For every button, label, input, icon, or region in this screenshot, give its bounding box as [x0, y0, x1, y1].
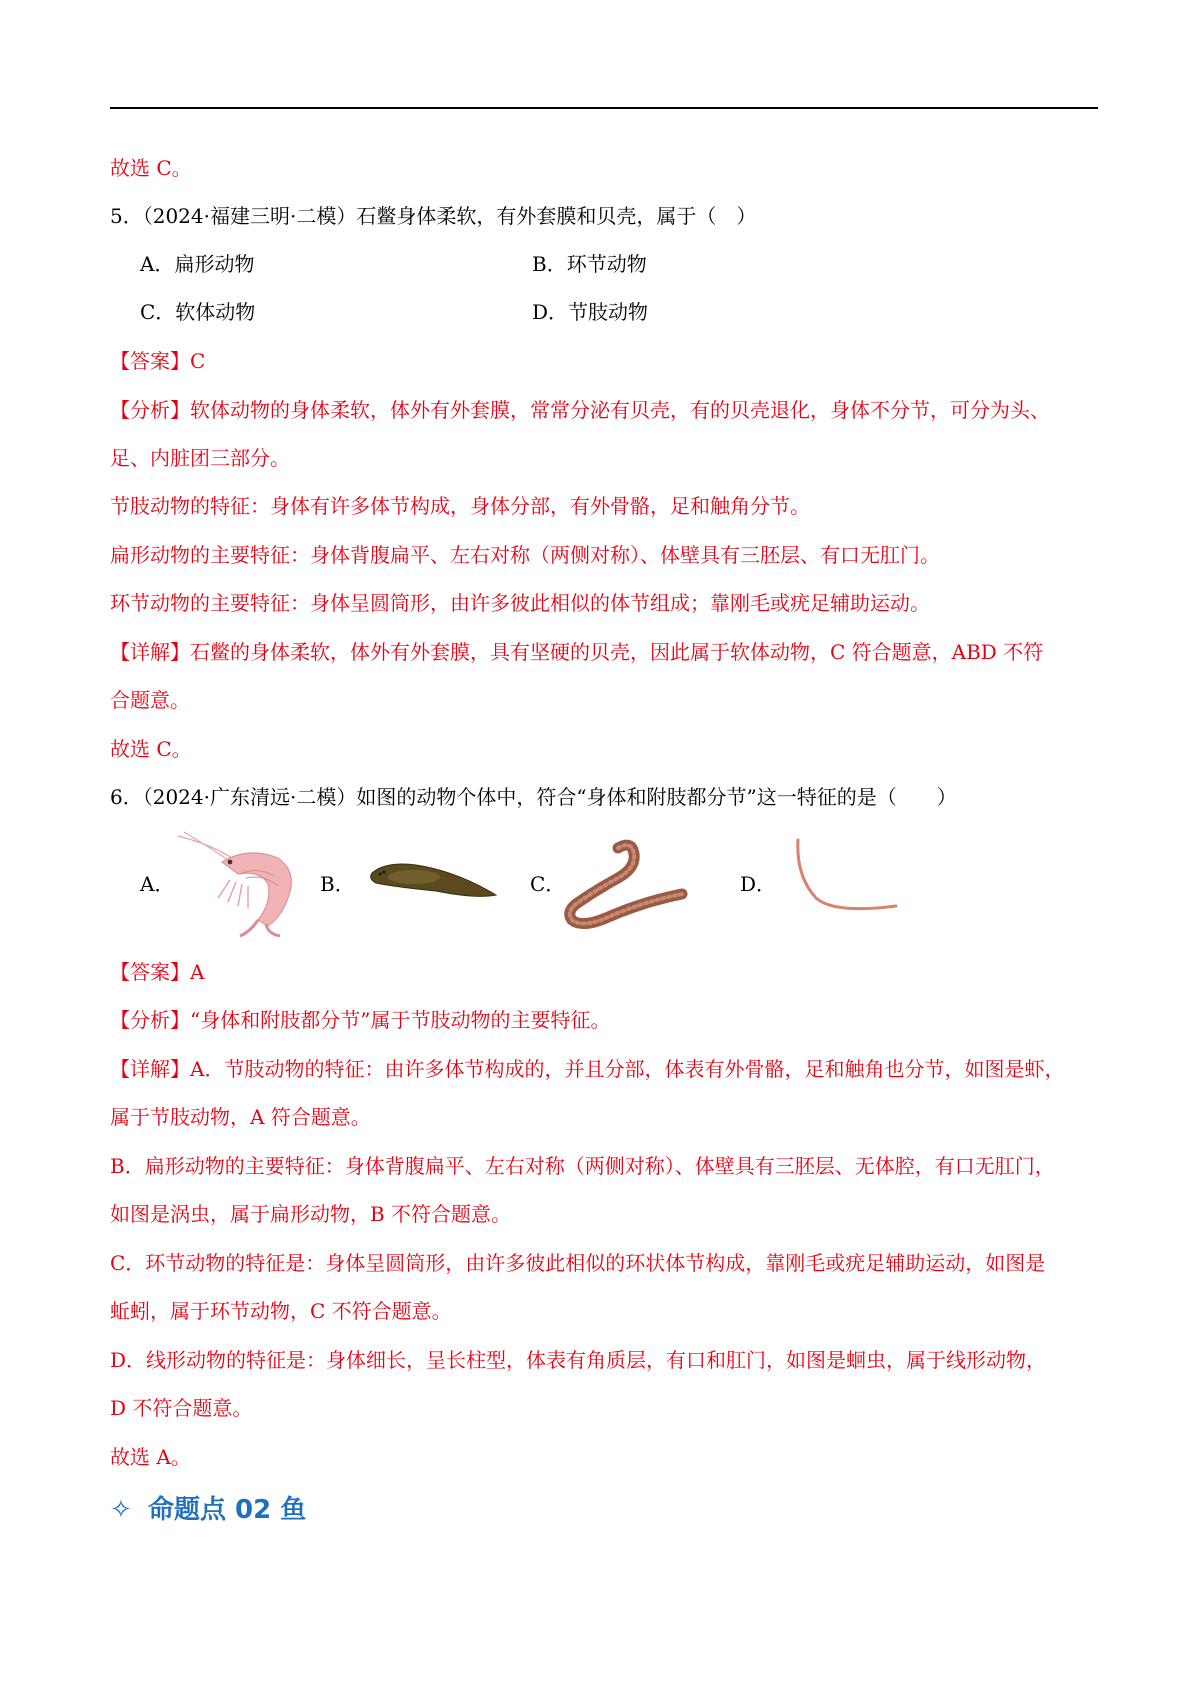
q6-stem: 6．（2024·广东清远·二模）如图的动物个体中，符合“身体和附肢都分节”这一特征的是（ ）	[110, 785, 957, 809]
q6-detail-line: 如图是涡虫，属于扁形动物，B 不符合题意。	[110, 1202, 512, 1226]
q6-answer: 【答案】A	[110, 960, 205, 984]
q5-answer: 【答案】C	[110, 349, 206, 373]
q6-analysis: 【分析】“身体和附肢都分节”属于节肢动物的主要特征。	[110, 1008, 611, 1032]
q5-analysis-line: 环节动物的主要特征：身体呈圆筒形，由许多彼此相似的体节组成；靠刚毛或疣足辅助运动。	[110, 591, 930, 615]
q6-picture-label-d: D．	[740, 872, 777, 896]
header-rule	[110, 107, 1098, 109]
q5-option-b: B．环节动物	[532, 252, 647, 276]
q6-detail-line: 属于节肢动物，A 符合题意。	[110, 1105, 371, 1129]
q6-detail-line: 【详解】A．节肢动物的特征：由许多体节构成的，并且分部，体表有外骨骼，足和触角也分节，如图是虾，	[110, 1057, 1065, 1081]
q6-picture-label-b: B．	[320, 872, 355, 896]
q5-analysis-line: 扁形动物的主要特征：身体背腹扁平、左右对称（两侧对称）、体壁具有三胚层、有口无肛门。	[110, 543, 940, 567]
flatworm-image	[366, 855, 501, 905]
q6-picture-label-c: C．	[530, 872, 566, 896]
q5-option-a: A．扁形动物	[140, 252, 255, 276]
q6-detail-line: 蚯蚓，属于环节动物，C 不符合题意。	[110, 1299, 452, 1323]
q5-conclusion: 故选 C。	[110, 737, 192, 761]
q5-detail-line: 合题意。	[110, 688, 190, 712]
q6-detail-line: D 不符合题意。	[110, 1396, 253, 1420]
sparkle-icon: ✧	[110, 1495, 132, 1525]
q5-analysis-line: 【分析】软体动物的身体柔软，体外有外套膜，常常分泌有贝壳，有的贝壳退化，身体不分节，可分为头、	[110, 398, 1050, 422]
q5-stem: 5．（2024·福建三明·二模）石鳖身体柔软，有外套膜和贝壳，属于（ ）	[110, 204, 757, 228]
earthworm-image	[562, 838, 692, 930]
q6-conclusion: 故选 A。	[110, 1445, 191, 1469]
q6-detail-line: B．扁形动物的主要特征：身体背腹扁平、左右对称（两侧对称）、体壁具有三胚层、无体腔，有口无肛门，	[110, 1154, 1055, 1178]
q5-option-c: C．软体动物	[140, 300, 256, 324]
q6-detail-line: C．环节动物的特征是：身体呈圆筒形，由许多彼此相似的环状体节构成，靠刚毛或疣足辅助运动，如图是	[110, 1251, 1046, 1275]
section-title: 命题点 02 鱼	[148, 1495, 307, 1525]
q6-picture-label-a: A．	[140, 872, 175, 896]
shrimp-image	[170, 828, 310, 940]
section-heading	[110, 1492, 306, 1528]
q5-analysis-line: 节肢动物的特征：身体有许多体节构成，身体分部，有外骨骼，足和触角分节。	[110, 494, 810, 518]
roundworm-image	[792, 836, 902, 916]
q5-analysis-line: 足、内脏团三部分。	[110, 446, 290, 470]
q5-detail-line: 【详解】石鳖的身体柔软，体外有外套膜，具有坚硬的贝壳，因此属于软体动物，C 符合题意，ABD 不符	[110, 640, 1044, 664]
q6-detail-line: D．线形动物的特征是：身体细长，呈长柱型，体表有角质层，有口和肛门，如图是蛔虫，属于线形动物，	[110, 1348, 1047, 1372]
prev-conclusion: 故选 C。	[110, 156, 192, 180]
q5-option-d: D．节肢动物	[532, 300, 649, 324]
